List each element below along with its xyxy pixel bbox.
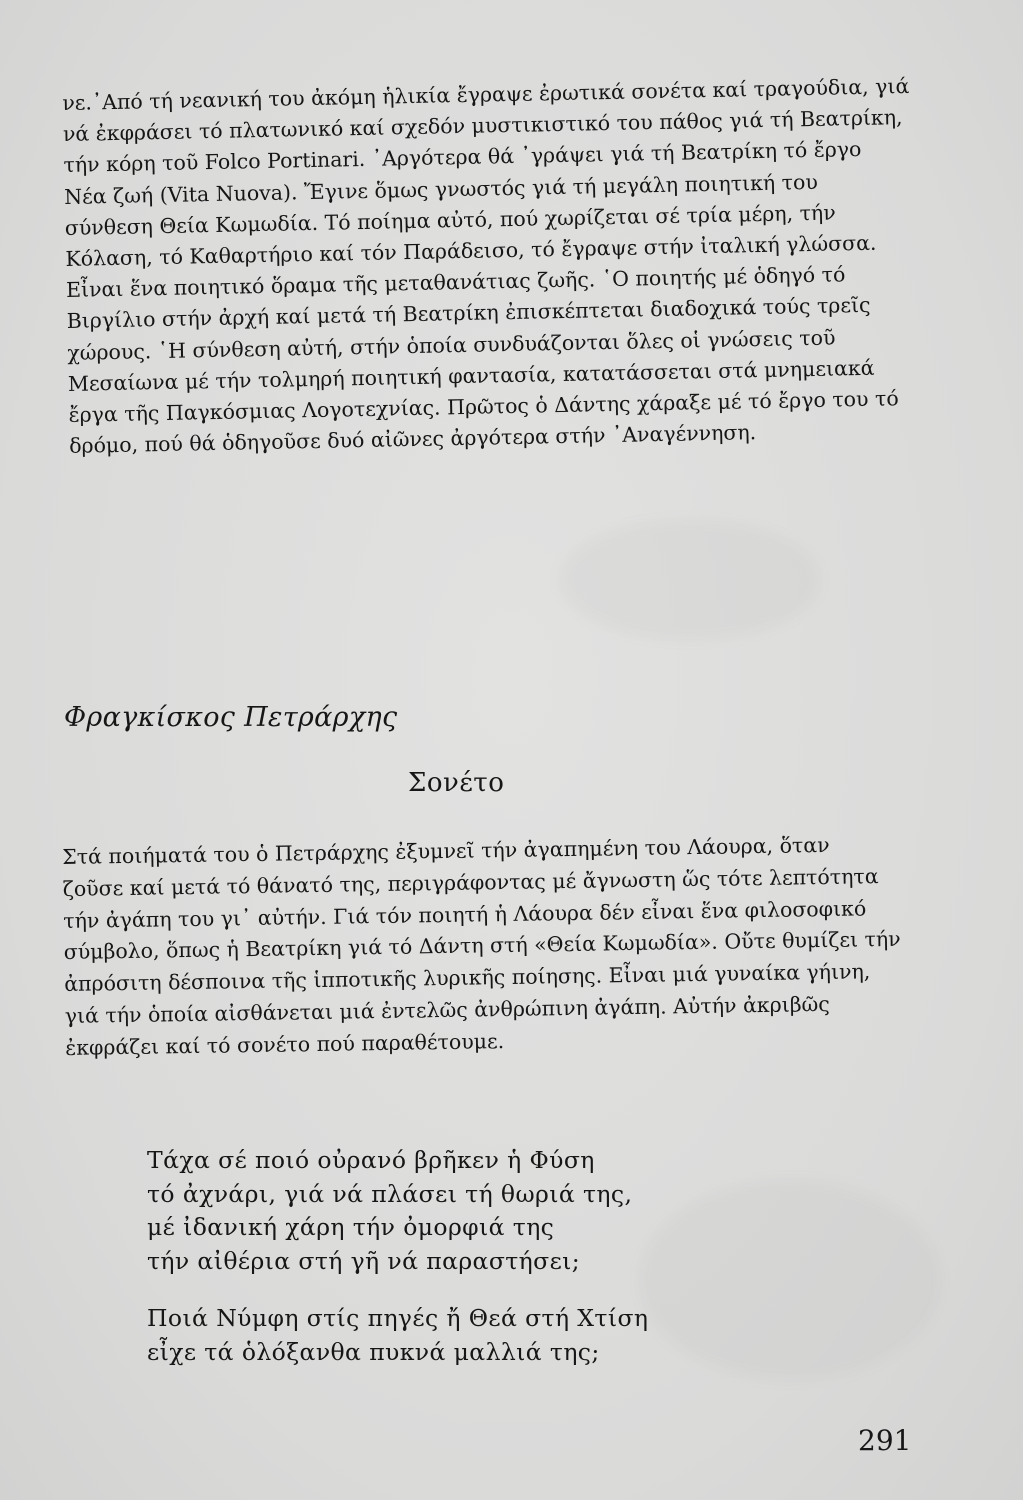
text-line: ζοῦσε καί μετά τό θάνατό της, περιγράφοντας μέ ἄγνωστη ὥς τότε λεπτότητα — [62, 863, 879, 901]
text-line: γιά τήν ὁποία αἰσθάνεται μιά ἐντελῶς ἀνθρώπινη ἀγάπη. Αὐτήν ἀκριβῶς — [64, 991, 830, 1028]
poem-verse: Τάχα σέ ποιό οὐρανό βρῆκεν ἡ Φύση — [147, 1146, 595, 1174]
text-line: τήν ἀγάπη του γι᾿ αὐτήν. Γιά τόν ποιητή ἡ Λάουρα δέν εἶναι ἕνα φιλοσοφικό — [63, 895, 867, 933]
text-line: ἐκφράζει καί τό σονέτο πού παραθέτουμε. — [65, 1028, 505, 1060]
description-paragraph — [62, 829, 901, 1065]
text-line: Νέα ζωή (Vita Nuova). Ἔγινε ὅμως γνωστός γιά τή μεγάλη ποιητική του — [63, 169, 819, 209]
text-line: ἀπρόσιτη δέσποινα τῆς ἱπποτικῆς λυρικῆς ποίησης. Εἶναι μιά γυναίκα γήινη, — [64, 959, 871, 997]
text-line: Στά ποιήματά του ὁ Πετράρχης ἐξυμνεῖ τήν ἀγαπημένη του Λάουρα, ὅταν — [62, 832, 830, 869]
text-line: Εἶναι ἕνα ποιητικό ὅραμα τῆς μεταθανάτιας ζωῆς. ῾Ο ποιητής μέ ὁδηγό τό — [65, 262, 846, 303]
paper-shadow — [640, 1180, 940, 1380]
text-line: χώρους. ῾Η σύνθεση αὐτή, στήν ὁποία συνδυάζονται ὅλες οἱ γνώσεις τοῦ — [67, 325, 836, 365]
poem-stanza — [147, 1302, 648, 1369]
poem-verse: τό ἀχνάρι, γιά νά πλάσει τή θωριά της, — [147, 1179, 633, 1208]
sonnet-poem — [147, 1144, 648, 1393]
paper-shadow — [560, 520, 820, 640]
poem-verse: μέ ἰδανική χάρη τήν ὀμορφιά της — [147, 1213, 555, 1241]
text-line: νά ἐκφράσει τό πλατωνικό καί σχεδόν μυστικιστικό του πάθος γιά τή Βεατρίκη, — [62, 105, 903, 147]
text-line: σύμβολο, ὅπως ἡ Βεατρίκη γιά τό Δάντη στή «Θεία Κωμωδία». Οὔτε θυμίζει τήν — [63, 927, 901, 965]
text-line: Κόλαση, τό Καθαρτήριο καί τόν Παράδεισο, τό ἔγραψε στήν ἰταλική γλώσσα. — [65, 230, 877, 271]
text-line: σύνθεση Θεία Κωμωδία. Τό ποίημα αὐτό, πού χωρίζεται σέ τρία μέρη, τήν — [64, 200, 836, 240]
page-number: 291 — [858, 1424, 912, 1457]
text-line: δρόμο, πού θά ὁδηγοῦσε δυό αἰῶνες ἀργότερα στήν ᾿Αναγέννηση. — [68, 420, 757, 459]
text-line: Μεσαίωνα μέ τήν τολμηρή ποιητική φαντασία, κατατάσσεται στά μνημειακά — [67, 355, 875, 396]
poem-verse: εἶχε τά ὁλόξανθα πυκνά μαλλιά της; — [147, 1337, 600, 1366]
text-line: τήν κόρη τοῦ Folco Portinari. ᾿Αργότερα θά ᾿γράψει γιά τή Βεατρίκη τό ἔργο — [63, 137, 862, 178]
text-line: Βιργίλιο στήν ἀρχή καί μετά τή Βεατρίκη ἐπισκέπτεται διαδοχικά τούς τρεῖς — [66, 293, 871, 334]
section-author-heading: Φραγκίσκος Πετράρχης — [64, 702, 398, 733]
poem-verse: Ποιά Νύμφη στίς πηγές ἤ Θεά στή Χτίση — [147, 1304, 649, 1332]
intro-paragraph — [62, 71, 910, 462]
poem-stanza — [147, 1144, 648, 1278]
text-line: ἔργα τῆς Παγκόσμιας Λογοτεχνίας. Πρῶτος ὁ Δάντης χάραξε μέ τό ἔργο του τό — [68, 386, 899, 427]
text-line: νε.᾿Από τή νεανική του ἀκόμη ἡλικία ἔγραψε ἐρωτικά σονέτα καί τραγούδια, γιά — [62, 73, 910, 115]
section-title-heading: Σονέτο — [408, 768, 505, 798]
poem-verse: τήν αἰθέρια στή γῆ νά παραστήσει; — [147, 1246, 581, 1275]
